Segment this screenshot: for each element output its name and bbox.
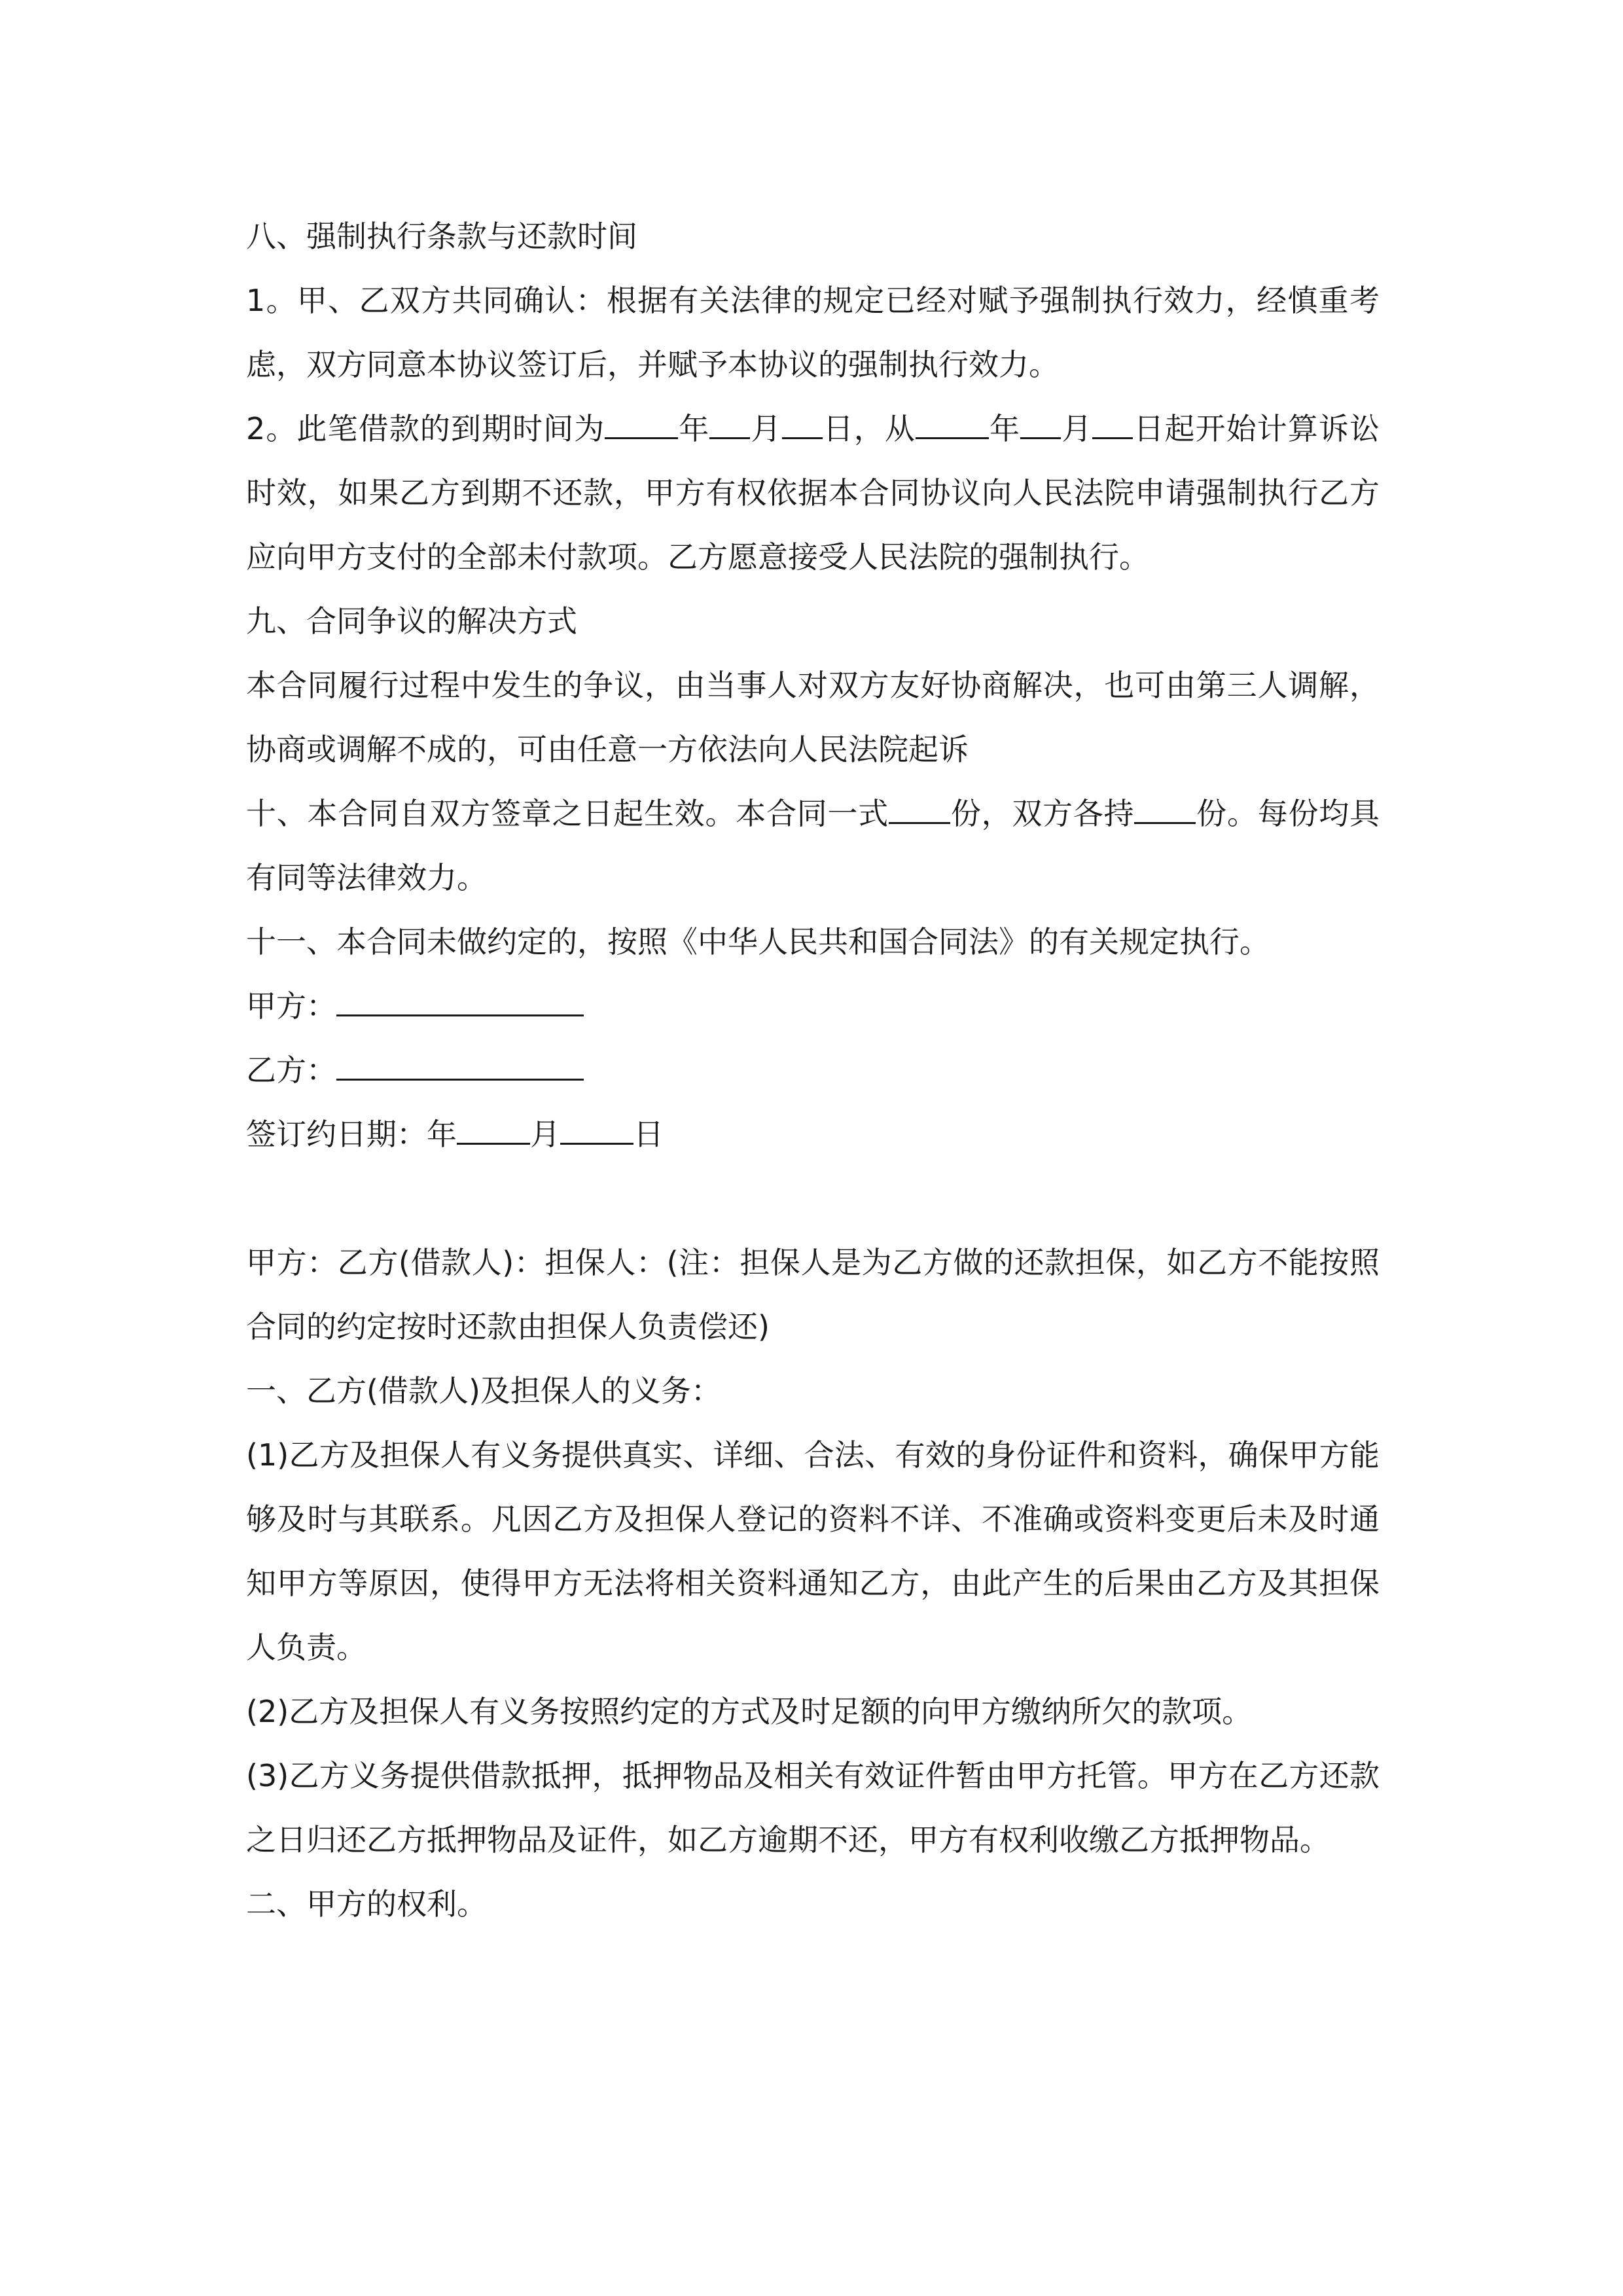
party-b-signature-line [246, 1038, 1380, 1102]
clause-2-text-d: 日，从 [822, 411, 916, 446]
obligation-1: (1)乙方及担保人有义务提供真实、详细、合法、有效的身份证件和资料，确保甲方能够及时与其联系。凡因乙方及担保人登记的资料不详、不准确或资料变更后未及时通知甲方等原因，使得甲方无法将相关资料通知乙方，由此产生的后果由乙方及其担保人负责。 [246, 1437, 1380, 1665]
obligation-2: (2)乙方及担保人有义务按照约定的方式及时足额的向甲方缴纳所欠的款项。 [246, 1694, 1253, 1729]
rights-title: 二、甲方的权利。 [246, 1886, 487, 1922]
party-b-signature-blank [336, 1052, 584, 1081]
party-a-label: 甲方： [246, 988, 336, 1024]
party-a-signature-blank [336, 988, 584, 1016]
section-8-clause-2 [246, 397, 1380, 589]
section-8-clause-1: 1。甲、乙双方共同确认：根据有关法律的规定已经对赋予强制执行效力，经慎重考虑，双方同意本协议签订后，并赋予本协议的强制执行效力。 [246, 283, 1380, 382]
start-year-blank [916, 411, 989, 439]
section-9-body: 本合同履行过程中发生的争议，由当事人对双方友好协商解决，也可由第三人调解，协商或调解不成的，可由任意一方依法向人民法院起诉 [246, 668, 1380, 767]
section-8-title: 八、强制执行条款与还款时间 [246, 219, 637, 254]
clause-2-text-c: 月 [750, 411, 782, 446]
copies-total-blank [889, 796, 950, 824]
section-10-text-c: 份。每份均具有同等法律效力。 [246, 796, 1380, 895]
clause-2-text-b: 年 [678, 411, 710, 446]
obligation-3: (3)乙方义务提供借款抵押，抵押物品及相关有效证件暂由甲方托管。甲方在乙方还款之日归还乙方抵押物品及证件，如乙方逾期不还，甲方有权利收缴乙方抵押物品。 [246, 1758, 1380, 1857]
sign-date-day: 日 [633, 1117, 664, 1152]
start-day-blank [1092, 411, 1133, 439]
clause-2-text-g: 日起开始计算诉讼时效，如果乙方到期不还款，甲方有权依据本合同协议向人民法院申请强制执行乙方应向甲方支付的全部未付款项。乙方愿意接受人民法院的强制执行。 [246, 411, 1380, 575]
obligations-title: 一、乙方(借款人)及担保人的义务： [246, 1373, 721, 1408]
copies-each-blank [1134, 796, 1196, 824]
section-9-title: 九、合同争议的解决方式 [246, 603, 577, 639]
sign-month-blank [457, 1117, 530, 1145]
section-11: 十一、本合同未做约定的，按照《中华人民共和国合同法》的有关规定执行。 [246, 924, 1270, 960]
clause-2-text-e: 年 [988, 411, 1021, 446]
sign-date-label: 签订约日期：年 [246, 1117, 457, 1152]
section-gap [246, 1166, 1380, 1230]
section-10-text-a: 十、本合同自双方签章之日起生效。本合同一式 [246, 796, 889, 831]
start-month-blank [1020, 411, 1061, 439]
sign-day-blank [560, 1117, 633, 1145]
section-10-text-b: 份，双方各持 [950, 796, 1135, 831]
party-b-label: 乙方： [246, 1052, 336, 1088]
due-month-blank [709, 411, 750, 439]
party-a-signature-line [246, 974, 1380, 1038]
parties-line: 甲方：乙方(借款人)：担保人：(注：担保人是为乙方做的还款担保，如乙方不能按照合同的约定按时还款由担保人负责偿还) [246, 1245, 1380, 1344]
sign-date-line [246, 1102, 1380, 1166]
due-day-blank [782, 411, 823, 439]
clause-2-text-a: 2。此笔借款的到期时间为 [246, 411, 605, 446]
sign-date-month: 月 [530, 1117, 560, 1152]
clause-2-text-f: 月 [1061, 411, 1093, 446]
document-body [246, 204, 1380, 1936]
due-year-blank [605, 411, 678, 439]
section-10 [246, 781, 1380, 910]
